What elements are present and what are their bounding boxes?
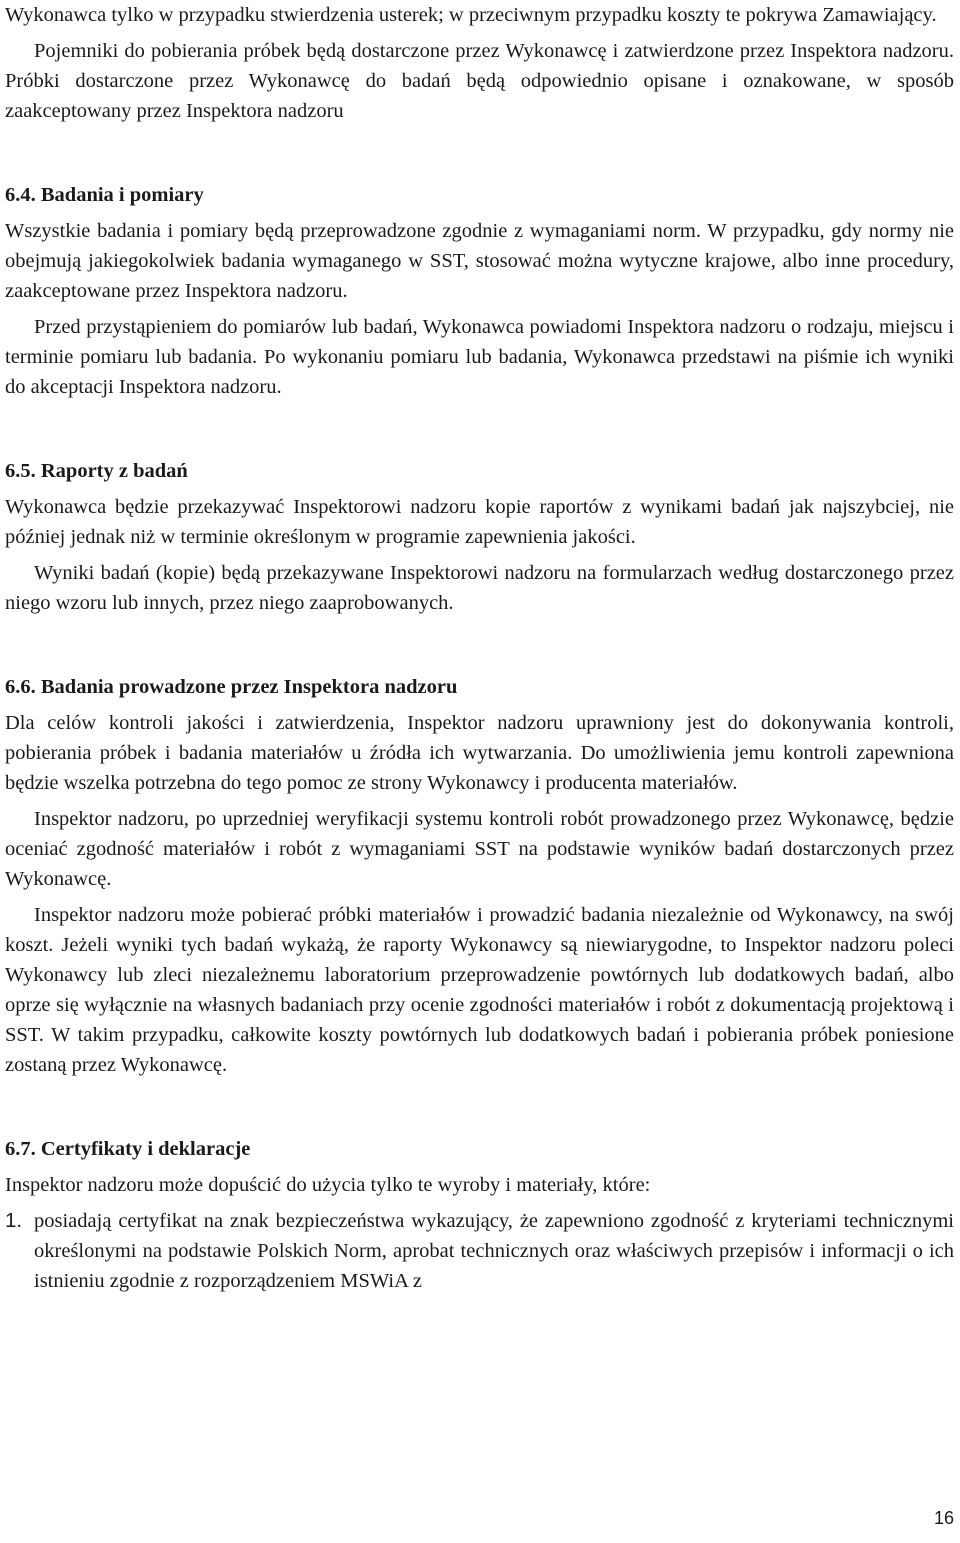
section-heading-6-5: 6.5. Raporty z badań [5,460,188,482]
certificate-list [5,1206,954,1296]
list-item-text: posiadają certyfikat na znak bezpieczeństwa wykazujący, że zapewniono zgodność z kryteriami technicznymi określonymi na podstawie Polskich Norm, aprobat technicznych oraz właściwych przepisów i informacji o ich istnieniu zgodnie z rozporządzeniem MSWiA z [34,1210,954,1292]
section-6-5-paragraph-2: Wyniki badań (kopie) będą przekazywane Inspektorowi nadzoru na formularzach według dostarczonego przez niego wzoru lub innych, przez niego zaaprobowanych. [5,562,954,614]
paragraph-top-1: Wykonawca tylko w przypadku stwierdzenia usterek; w przeciwnym przypadku koszty te pokrywa Zamawiający. [5,4,937,26]
section-6-6-paragraph-1: Dla celów kontroli jakości i zatwierdzenia, Inspektor nadzoru uprawniony jest do dokonywania kontroli, pobierania próbek i badania materiałów u źródła ich wytwarzania. Do umożliwienia jemu kontroli zapewniona będzie wszelka potrzebna do tego pomoc ze strony Wykonawcy i producenta materiałów. [5,712,954,794]
document-page [5,0,954,1296]
section-6-4-paragraph-1: Wszystkie badania i pomiary będą przeprowadzone zgodnie z wymaganiami norm. W przypadku, gdy normy nie obejmują jakiegokolwiek badania wymaganego w SST, stosować można wytyczne krajowe, albo inne procedury, zaakceptowane przez Inspektora nadzoru. [5,220,954,302]
section-6-4-paragraph-2: Przed przystąpieniem do pomiarów lub badań, Wykonawca powiadomi Inspektora nadzoru o rodzaju, miejscu i terminie pomiaru lub badania. Po wykonaniu pomiaru lub badania, Wykonawca przedstawi na piśmie ich wyniki do akceptacji Inspektora nadzoru. [5,316,954,398]
section-heading-6-4: 6.4. Badania i pomiary [5,184,204,206]
page-number: 16 [933,1508,954,1528]
section-6-6-paragraph-2: Inspektor nadzoru, po uprzedniej weryfikacji systemu kontroli robót prowadzonego przez Wykonawcę, będzie oceniać zgodność materiałów i robót z wymaganiami SST na podstawie wyników badań dostarczonych przez Wykonawcę. [5,808,954,890]
section-heading-6-7: 6.7. Certyfikaty i deklaracje [5,1138,251,1160]
section-6-5-paragraph-1: Wykonawca będzie przekazywać Inspektorowi nadzoru kopie raportów z wynikami badań jak najszybciej, nie później jednak niż w terminie określonym w programie zapewnienia jakości. [5,496,954,548]
section-6-7-intro: Inspektor nadzoru może dopuścić do użycia tylko te wyroby i materiały, które: [5,1174,651,1196]
list-item-number: 1. [5,1209,23,1232]
list-item [5,1206,954,1296]
section-heading-6-6: 6.6. Badania prowadzone przez Inspektora nadzoru [5,676,458,698]
paragraph-top-2: Pojemniki do pobierania próbek będą dostarczone przez Wykonawcę i zatwierdzone przez Inspektora nadzoru. Próbki dostarczone przez Wykonawcę do badań będą odpowiednio opisane i oznakowane, w sposób zaakceptowany przez Inspektora nadzoru [5,40,954,122]
section-6-6-paragraph-3: Inspektor nadzoru może pobierać próbki materiałów i prowadzić badania niezależnie od Wykonawcy, na swój koszt. Jeżeli wyniki tych badań wykażą, że raporty Wykonawcy są niewiarygodne, to Inspektor nadzoru poleci Wykonawcy lub zleci niezależnemu laboratorium przeprowadzenie powtórnych lub dodatkowych badań, albo oprze się wyłącznie na własnych badaniach przy ocenie zgodności materiałów i robót z dokumentacją projektową i SST. W takim przypadku, całkowite koszty powtórnych lub dodatkowych badań i pobierania próbek poniesione zostaną przez Wykonawcę. [5,904,954,1076]
